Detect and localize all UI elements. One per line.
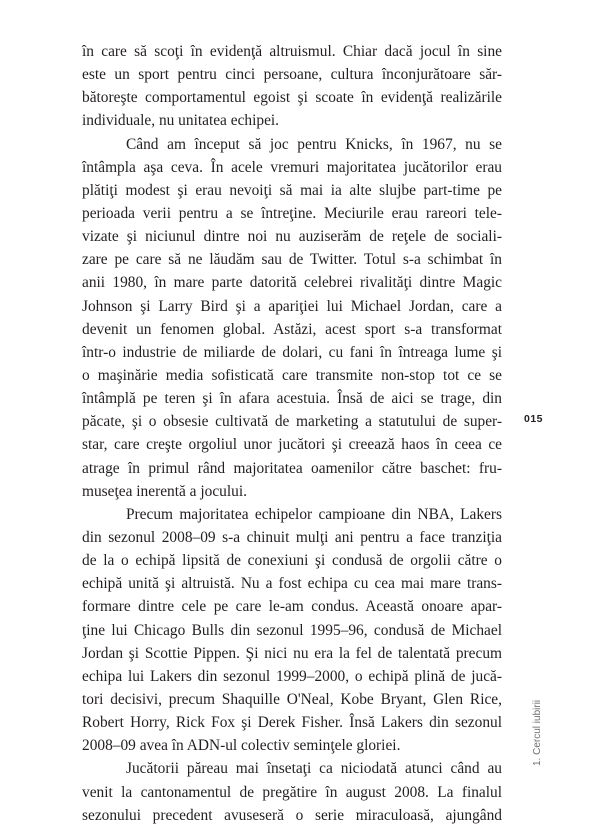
text-line: Când am început să joc pentru Knicks, în 1967, nu se bbox=[126, 135, 502, 153]
text-line: Jordan şi Scottie Pippen. Şi nici nu era la fel de talentată precum bbox=[82, 644, 502, 662]
text-line: Robert Horry, Rick Fox şi Derek Fisher. Însă Lakers din sezonul bbox=[82, 714, 502, 732]
text-line: echipă unită şi altruistă. Nu a fost echipa cu cea mai mare trans- bbox=[82, 575, 502, 593]
text-line: o maşinărie media sofisticată care transmite non-stop tot ce se bbox=[82, 366, 502, 384]
text-line: din sezonul 2008–09 s-a chinuit mulţi ani pentru a face tranziţia bbox=[82, 528, 502, 546]
text-line: ţine lui Chicago Bulls din sezonul 1995–96, condusă de Michael bbox=[82, 621, 502, 639]
text-line: de la o echipă lipsită de conexiuni şi condusă de orgolii către o bbox=[82, 552, 502, 570]
text-line: este un sport pentru cinci persoane, cultura înconjurătoare săr- bbox=[82, 66, 502, 84]
running-head-label: 1. Cercul iubirii bbox=[532, 699, 543, 766]
text-line: museţea inerentă a jocului. bbox=[82, 482, 247, 500]
paragraph bbox=[82, 757, 502, 826]
text-line: plătiţi modest şi erau nevoiţi să mai ia alte slujbe part-time pe bbox=[82, 181, 502, 199]
text-line: echipa lui Lakers din sezonul 1999–2000, o echipă plină de jucă- bbox=[82, 667, 502, 685]
text-line: Johnson şi Larry Bird şi a apariţiei lui Michael Jordan, care a bbox=[82, 297, 502, 315]
text-line: Jucătorii păreau mai însetaţi ca niciodată atunci când au bbox=[126, 760, 502, 778]
body-text bbox=[82, 40, 502, 827]
text-line: în care să scoţi în evidenţă altruismul. Chiar dacă jocul în sine bbox=[82, 43, 502, 60]
text-line: vizate şi niciunul dintre noi nu auziserăm de reţele de sociali- bbox=[82, 228, 502, 246]
paragraph bbox=[82, 133, 502, 503]
paragraph bbox=[82, 40, 502, 133]
text-line: atrage în primul rând majoritatea oamenilor către baschet: fru- bbox=[82, 459, 502, 477]
text-line: păcate, şi o obsesie cultivată de marketing a statutului de super- bbox=[82, 413, 502, 431]
text-line: Precum majoritatea echipelor campioane din NBA, Lakers bbox=[126, 505, 502, 523]
text-line: anii 1980, în mare parte datorită celebrei rivalităţi dintre Magic bbox=[82, 274, 502, 292]
paragraph bbox=[82, 503, 502, 758]
page-number: 015 bbox=[524, 413, 544, 425]
text-line: formare dintre cele pe care le-am condus. Această onoare apar- bbox=[82, 598, 502, 616]
text-line: 2008–09 avea în ADN-ul colectiv seminţele gloriei. bbox=[82, 737, 401, 755]
text-line: venit la cantonamentul de pregătire în august 2008. La finalul bbox=[82, 783, 502, 801]
text-line: devenit un fenomen global. Astăzi, acest sport s-a transformat bbox=[82, 320, 502, 338]
text-line: într-o industrie de miliarde de dolari, cu fani în întreaga lume şi bbox=[82, 343, 502, 361]
text-line: tori decisivi, precum Shaquille O'Neal, Kobe Bryant, Glen Rice, bbox=[82, 690, 502, 708]
text-line: bătoreşte comportamentul egoist şi scoate în evidenţă realizările bbox=[82, 89, 502, 107]
text-line: sezonului precedent avuseseră o serie miraculoasă, ajungând bbox=[82, 806, 502, 824]
text-line: zare pe care să ne lăudăm sau de Twitter. Totul s-a schimbat în bbox=[82, 251, 502, 269]
running-head bbox=[526, 699, 546, 766]
text-line: întâmplă pe teren şi în afara acestuia. Însă de aici se trage, din bbox=[82, 390, 502, 408]
text-line: întâmpla aşa ceva. În acele vremuri majoritatea jucătorilor erau bbox=[82, 158, 502, 176]
text-line: star, care creşte orgoliul unor jucători şi creează haos în ceea ce bbox=[82, 436, 502, 454]
text-line: individuale, nu unitatea echipei. bbox=[82, 112, 280, 130]
text-line: perioada verii pentru a se întreţine. Meciurile erau rareori tele- bbox=[82, 204, 502, 222]
